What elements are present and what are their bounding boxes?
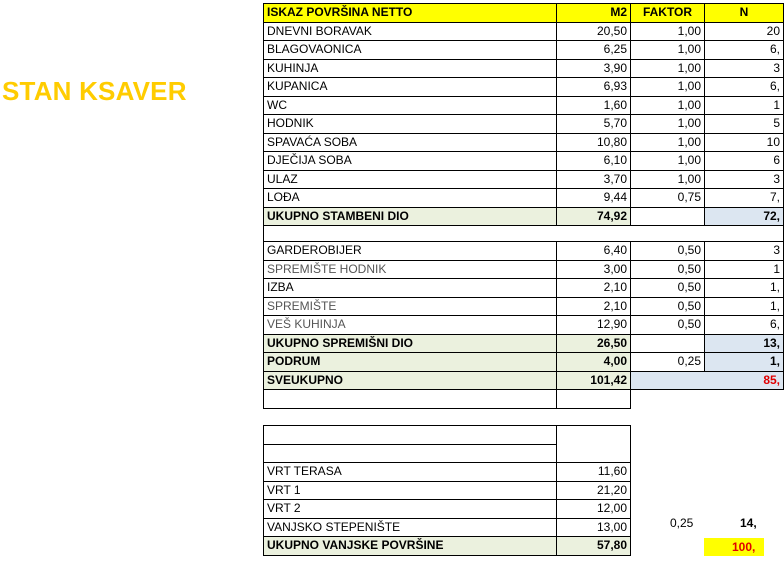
row-m2: 10,80	[557, 133, 631, 152]
outdoor-table	[263, 425, 631, 556]
table-row	[264, 170, 784, 189]
row-netto: 20	[705, 22, 784, 41]
row-name: WC	[264, 96, 557, 115]
header-label: ISKAZ POVRŠINA NETTO	[264, 4, 557, 23]
row-m2: 11,60	[557, 463, 631, 482]
blank-cell	[631, 390, 705, 409]
total-storage-m2: 26,50	[557, 334, 631, 353]
row-m2: 3,90	[557, 59, 631, 78]
outdoor-blank	[264, 444, 557, 463]
row-m2: 6,25	[557, 41, 631, 60]
row-m2: 12,90	[557, 316, 631, 335]
header-faktor: FAKTOR	[631, 4, 705, 23]
row-netto: 10	[705, 133, 784, 152]
total-living-netto: 72,	[705, 207, 784, 226]
row-netto: 3	[705, 170, 784, 189]
table-row	[264, 152, 784, 171]
row-netto: 1	[705, 96, 784, 115]
total-storage-netto: 13,	[705, 334, 784, 353]
blank-row	[264, 390, 784, 409]
table-row	[264, 518, 631, 537]
row-name: VRT 1	[264, 481, 557, 500]
row-faktor: 1,00	[631, 96, 705, 115]
row-netto: 7,	[705, 189, 784, 208]
grand-total-name: SVEUKUPNO	[264, 371, 557, 390]
table-row	[264, 260, 784, 279]
row-name: DNEVNI BORAVAK	[264, 22, 557, 41]
row-m2: 21,20	[557, 481, 631, 500]
table-row	[264, 59, 784, 78]
grand-total-row	[264, 371, 784, 390]
row-m2: 13,00	[557, 518, 631, 537]
row-name: DJEČIJA SOBA	[264, 152, 557, 171]
row-m2: 20,50	[557, 22, 631, 41]
row-faktor: 1,00	[631, 115, 705, 134]
total-outdoor-m2: 57,80	[557, 537, 631, 556]
outdoor-blank	[264, 426, 557, 445]
spacer-row	[264, 226, 784, 242]
blank-cell	[705, 390, 784, 409]
table-row	[264, 481, 631, 500]
row-m2: 2,10	[557, 279, 631, 298]
row-name: KUHINJA	[264, 59, 557, 78]
row-faktor: 0,75	[631, 189, 705, 208]
row-m2: 12,00	[557, 500, 631, 519]
row-netto: 1,	[705, 279, 784, 298]
row-name: LOĐA	[264, 189, 557, 208]
grand-total-m2: 101,42	[557, 371, 631, 390]
podrum-m2: 4,00	[557, 353, 631, 372]
row-netto: 5	[705, 115, 784, 134]
header-row	[264, 4, 784, 23]
row-faktor: 0,50	[631, 260, 705, 279]
total-row	[264, 334, 784, 353]
table-row	[264, 78, 784, 97]
blank-cell	[557, 390, 631, 409]
row-netto: 3	[705, 242, 784, 261]
row-netto: 1,	[705, 297, 784, 316]
grand-total-netto: 85,	[705, 371, 784, 390]
outdoor-header-row	[264, 426, 631, 445]
row-m2: 6,93	[557, 78, 631, 97]
table-row	[264, 115, 784, 134]
table-row	[264, 41, 784, 60]
row-netto: 6,	[705, 78, 784, 97]
row-faktor: 1,00	[631, 170, 705, 189]
row-name: ULAZ	[264, 170, 557, 189]
table-row	[264, 297, 784, 316]
row-faktor: 0,50	[631, 242, 705, 261]
row-name: VANJSKO STEPENIŠTE	[264, 518, 557, 537]
row-faktor: 1,00	[631, 22, 705, 41]
spacer-cell	[705, 226, 784, 242]
total-row	[264, 537, 631, 556]
row-m2: 9,44	[557, 189, 631, 208]
outdoor-total-netto: 14,	[740, 516, 757, 530]
total-outdoor-name: UKUPNO VANJSKE POVRŠINE	[264, 537, 557, 556]
row-faktor: 0,50	[631, 297, 705, 316]
row-faktor: 1,00	[631, 133, 705, 152]
outdoor-header-row	[264, 444, 631, 463]
row-name: GARDEROBIJER	[264, 242, 557, 261]
blank-cell	[264, 390, 557, 409]
row-netto: 6,	[705, 41, 784, 60]
podrum-name: PODRUM	[264, 353, 557, 372]
table-row	[264, 463, 631, 482]
row-faktor: 0,50	[631, 279, 705, 298]
row-m2: 3,00	[557, 260, 631, 279]
row-name: VRT TERASA	[264, 463, 557, 482]
table-row	[264, 500, 631, 519]
spacer-cell	[631, 226, 705, 242]
spacer-cell	[557, 226, 631, 242]
row-name: BLAGOVAONICA	[264, 41, 557, 60]
row-faktor: 1,00	[631, 78, 705, 97]
document-title: STAN KSAVER	[2, 76, 187, 106]
table-row	[264, 316, 784, 335]
podrum-row	[264, 353, 784, 372]
row-name: SPAVAĆA SOBA	[264, 133, 557, 152]
row-name: SPREMIŠTE HODNIK	[264, 260, 557, 279]
total-storage-empty	[631, 334, 705, 353]
table-row	[264, 242, 784, 261]
row-netto: 1	[705, 260, 784, 279]
row-name: SPREMIŠTE	[264, 297, 557, 316]
total-living-m2: 74,92	[557, 207, 631, 226]
podrum-netto: 1,	[705, 353, 784, 372]
outdoor-blank	[557, 444, 631, 463]
row-name: KUPANICA	[264, 78, 557, 97]
spacer-cell	[264, 226, 557, 242]
row-m2: 2,10	[557, 297, 631, 316]
row-name: HODNIK	[264, 115, 557, 134]
podrum-faktor: 0,25	[631, 353, 705, 372]
grand-total-empty	[631, 371, 705, 390]
header-m2: M2	[557, 4, 631, 23]
row-name: VEŠ KUHINJA	[264, 316, 557, 335]
header-netto: N	[705, 4, 784, 23]
row-name: VRT 2	[264, 500, 557, 519]
table-row	[264, 96, 784, 115]
row-faktor: 1,00	[631, 152, 705, 171]
total-storage-name: UKUPNO SPREMIŠNI DIO	[264, 334, 557, 353]
table-row	[264, 22, 784, 41]
row-m2: 5,70	[557, 115, 631, 134]
row-m2: 3,70	[557, 170, 631, 189]
outdoor-blank	[557, 426, 631, 445]
total-living-empty	[631, 207, 705, 226]
row-m2: 6,40	[557, 242, 631, 261]
row-netto: 6,	[705, 316, 784, 335]
table-row	[264, 189, 784, 208]
outdoor-total-faktor: 0,25	[670, 516, 694, 530]
row-name: IZBA	[264, 279, 557, 298]
area-table	[263, 3, 784, 409]
table-row	[264, 133, 784, 152]
total-living-name: UKUPNO STAMBENI DIO	[264, 207, 557, 226]
row-faktor: 0,50	[631, 316, 705, 335]
row-m2: 1,60	[557, 96, 631, 115]
row-netto: 6	[705, 152, 784, 171]
final-total-value: 100,	[704, 538, 764, 556]
total-row	[264, 207, 784, 226]
row-faktor: 1,00	[631, 59, 705, 78]
row-netto: 3	[705, 59, 784, 78]
table-row	[264, 279, 784, 298]
row-faktor: 1,00	[631, 41, 705, 60]
row-m2: 6,10	[557, 152, 631, 171]
